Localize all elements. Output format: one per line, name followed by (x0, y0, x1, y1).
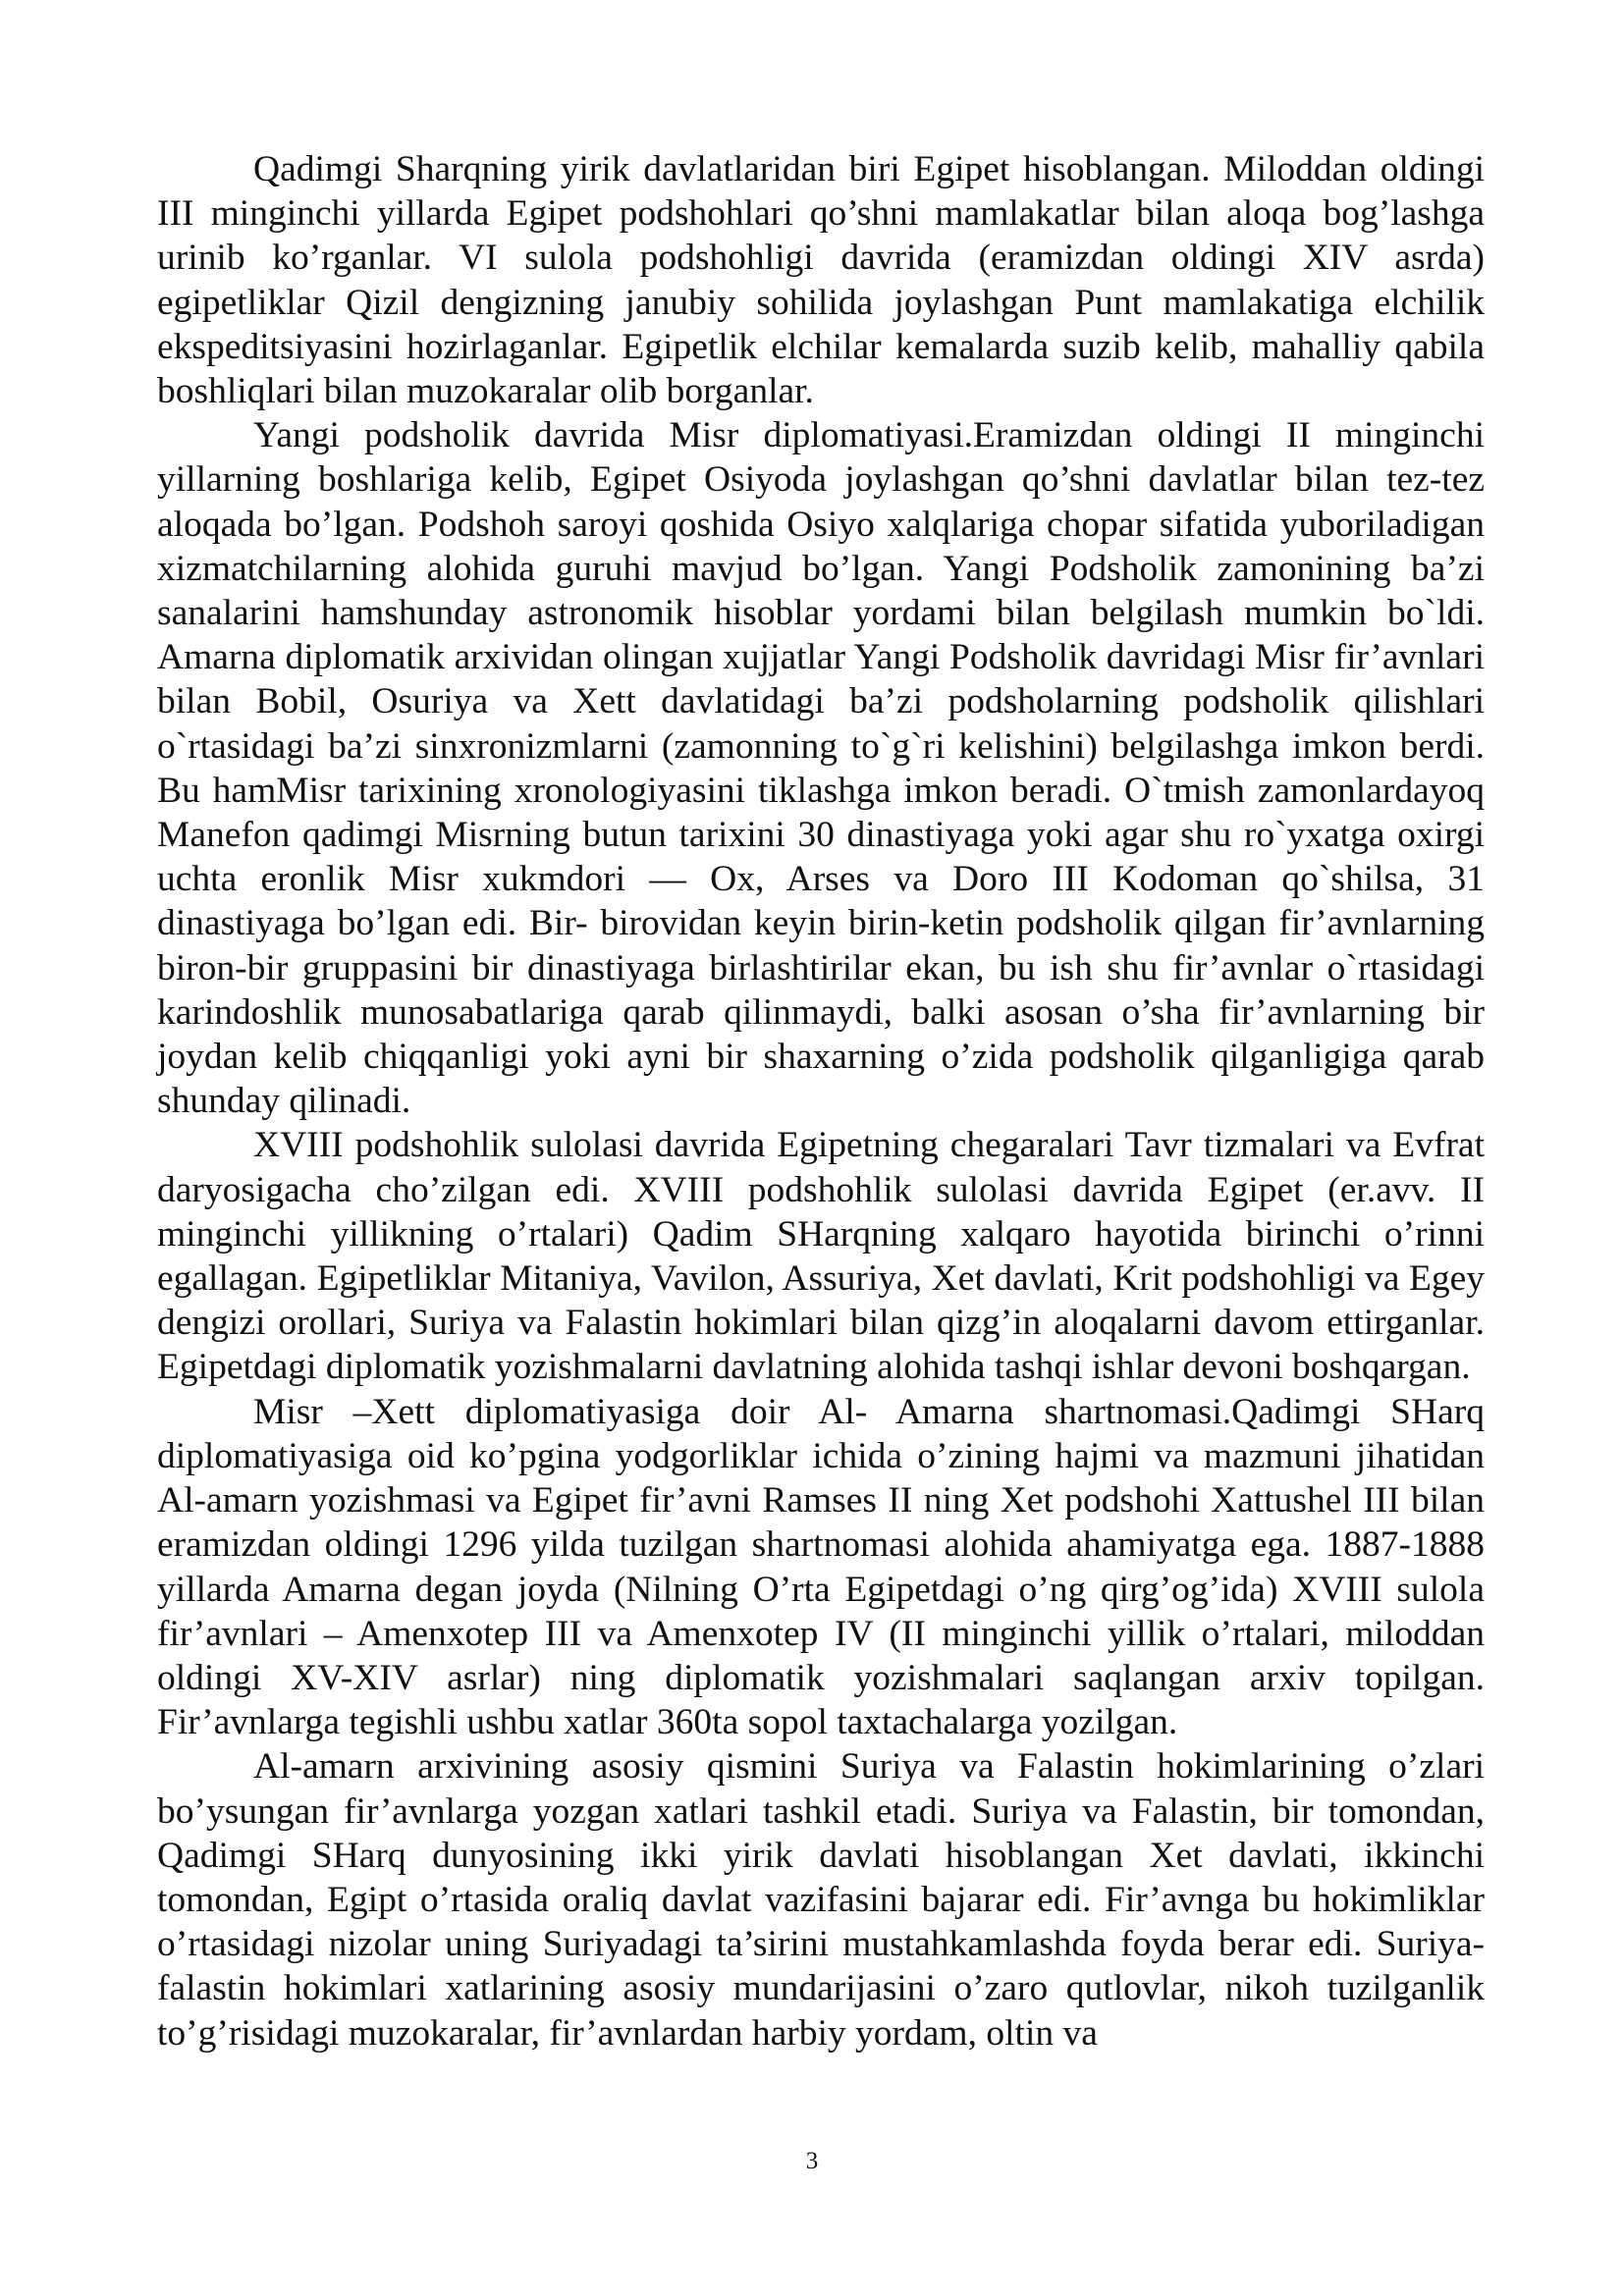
document-body (157, 147, 1485, 2056)
paragraph-new-kingdom-diplomacy: Yangi podsholik davrida Misr diplomatiyasi.Eramizdan oldingi II minginchi yillarning boshlariga kelib, Egipet Osiyoda joylashgan qo’shni davlatlar bilan tez-tez aloqada bo’lgan. Podshoh saroyi qoshida Osiyo xalqlariga chopar sifatida yuboriladigan xizmatchilarning alohida guruhi mavjud bo’lgan. Yangi Podsholik zamonining ba’zi sanalarini hamshunday astronomik hisoblar yordami bilan belgilash mumkin bo`ldi. Amarna diplomatik arxividan olingan xujjatlar Yangi Podsholik davridagi Misr fir’avnlari bilan Bobil, Osuriya va Xett davlatidagi ba’zi podsholarning podsholik qilishlari o`rtasidagi ba’zi sinxronizmlarni (zamonning to`g`ri kelishini) belgilashga imkon berdi. Bu hamMisr tarixining xronologiyasini tiklashga imkon beradi. O`tmish zamonlardayoq Manefon qadimgi Misrning butun tarixini 30 dinastiyaga yoki agar shu ro`yxatga oxirgi uchta eronlik Misr xukmdori — Ox, Arses va Doro III Kodoman qo`shilsa, 31 dinastiyaga bo’lgan edi. Bir- birovidan keyin birin-ketin podsholik qilgan fir’avnlarning biron-bir gruppasini bir dinastiyaga birlashtirilar ekan, bu ish shu fir’avnlar o`rtasidagi karindoshlik munosabatlariga qarab qilinmaydi, balki asosan o’sha fir’avnlarning bir joydan kelib chiqqanligi yoki ayni bir shaxarning o’zida podsholik qilganligiga qarab shunday qilinadi. (157, 415, 1485, 1122)
page-number: 3 (805, 2148, 819, 2174)
paragraph-egypt-early-diplomacy: Qadimgi Sharqning yirik davlatlaridan biri Egipet hisoblangan. Miloddan oldingi III minginchi yillarda Egipet podshohlari qo’shni mamlakatlar bilan aloqa bog’lashga urinib ko’rganlar. VI sulola podshohligi davrida (eramizdan oldingi XIV asrda) egipetliklar Qizil dengizning janubiy sohilida joylashgan Punt mamlakatiga elchilik ekspeditsiyasini hozirlaganlar. Egipetlik elchilar kemalarda suzib kelib, mahalliy qabila boshliqlari bilan muzokaralar olib borganlar. (157, 149, 1485, 412)
paragraph-amarna-archive: Al-amarn arxivining asosiy qismini Suriya va Falastin hokimlarining o’zlari bo’ysungan fir’avnlarga yozgan xatlari tashkil etadi. Suriya va Falastin, bir tomondan, Qadimgi SHarq dunyosining ikki yirik davlati hisoblangan Xet davlati, ikkinchi tomondan, Egipt o’rtasida oraliq davlat vazifasini bajarar edi. Fir’avnga bu hokimliklar o’rtasidagi nizolar uning Suriyadagi ta’sirini mustahkamlashda foyda berar edi. Suriya-falastin hokimlari xatlarining asosiy mundarijasini o’zaro qutlovlar, nikoh tuzilganlik to’g’risidagi muzokaralar, fir’avnlardan harbiy yordam, oltin va (157, 1746, 1485, 2054)
paragraph-misr-xett-treaty: Misr –Xett diplomatiyasiga doir Al- Amarna shartnomasi.Qadimgi SHarq diplomatiyasiga oid ko’pgina yodgorliklar ichida o’zining hajmi va mazmuni jihatidan Al-amarn yozishmasi va Egipet fir’avni Ramses II ning Xet podshohi Xattushel III bilan eramizdan oldingi 1296 yilda tuzilgan shartnomasi alohida ahamiyatga ega. 1887-1888 yillarda Amarna degan joyda (Nilning O’rta Egipetdagi o’ng qirg’og’ida) XVIII sulola fir’avnlari – Amenxotep III va Amenxotep IV (II minginchi yillik o’rtalari, miloddan oldingi XV-XIV asrlar) ning diplomatik yozishmalari saqlangan arxiv topilgan. Fir’avnlarga tegishli ushbu xatlar 360ta sopol taxtachalarga yozilgan. (157, 1391, 1485, 1743)
paragraph-xviii-dynasty: XVIII podshohlik sulolasi davrida Egipetning chegaralari Tavr tizmalari va Evfrat daryosigacha cho’zilgan edi. XVIII podshohlik sulolasi davrida Egipet (er.avv. II minginchi yillikning o’rtalari) Qadim SHarqning xalqaro hayotida birinchi o’rinni egallagan. Egipetliklar Mitaniya, Vavilon, Assuriya, Xet davlati, Krit podshohligi va Egey dengizi orollari, Suriya va Falastin hokimlari bilan qizg’in aloqalarni davom ettirganlar. Egipetdagi diplomatik yozishmalarni davlatning alohida tashqi ishlar devoni boshqargan. (157, 1125, 1485, 1388)
